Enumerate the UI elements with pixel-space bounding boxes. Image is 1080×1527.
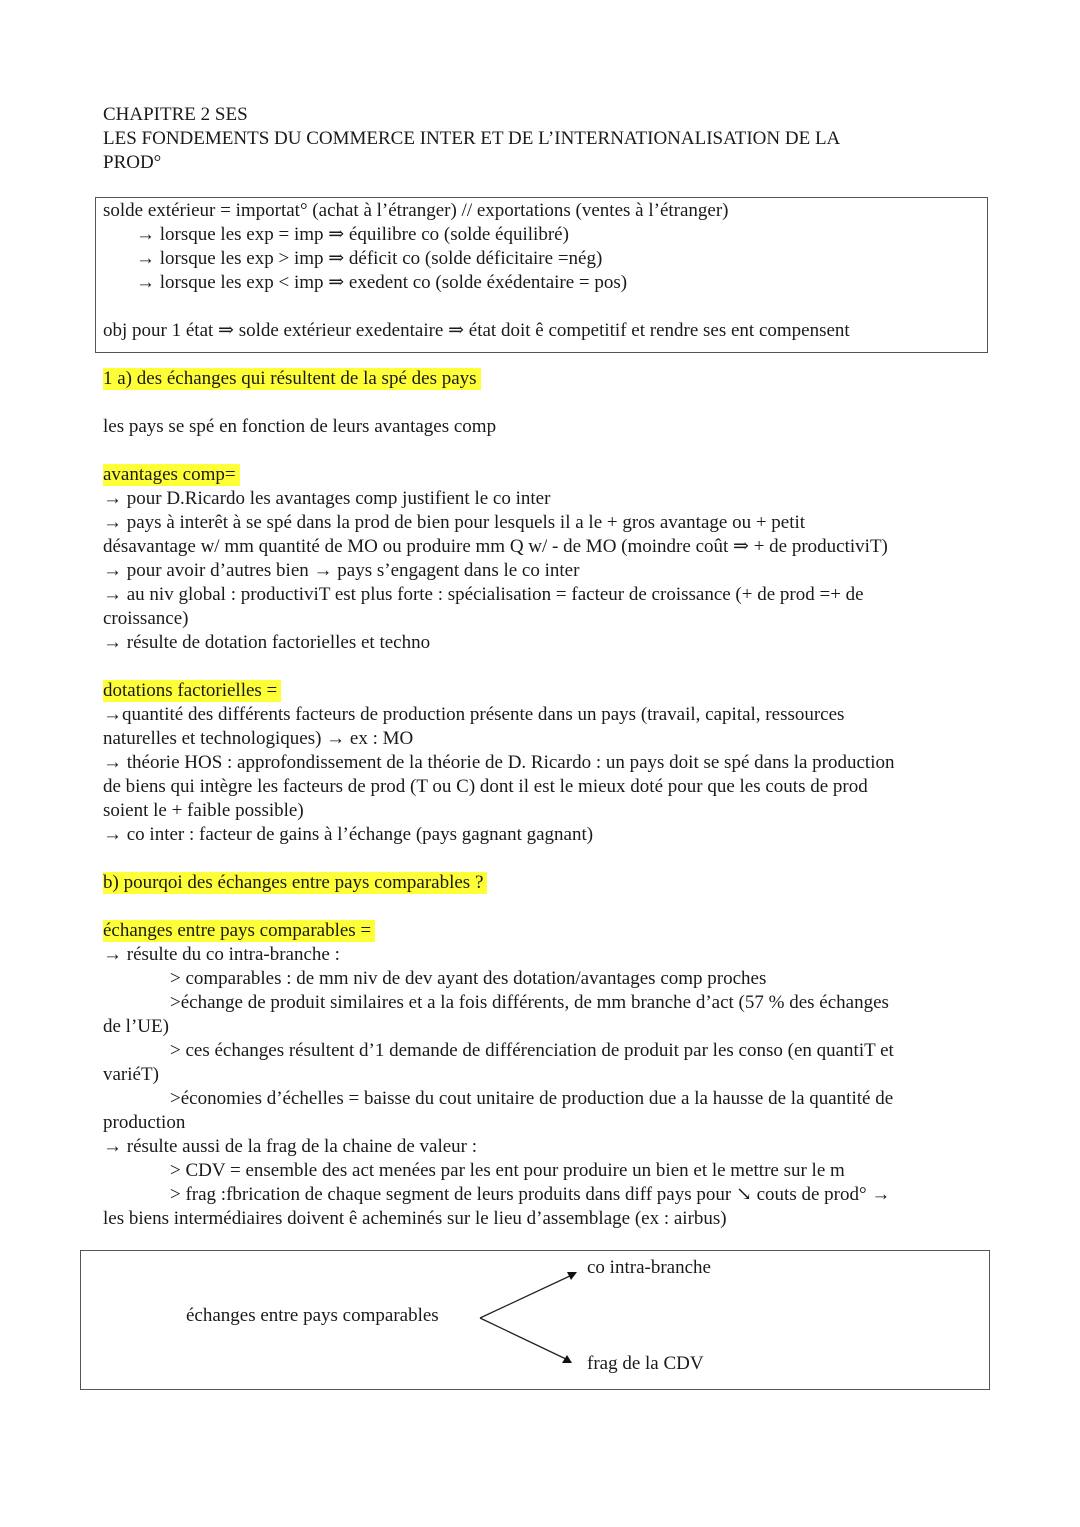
solde-case-equal: → lorsque les exp = imp ⇒ équilibre co (solde équilibré) [136,224,569,245]
arrow-to-top [480,1275,572,1318]
echanges-line: > comparables : de mm niv de dev ayant des dotation/avantages comp proches [170,968,767,989]
section-b-heading: b) pourqoi des échanges entre pays comparables ? [103,871,487,895]
avantages-line: → résulte de dotation factorielles et techno [103,632,431,653]
echanges-line: les biens intermédiaires doivent ê acheminés sur le lieu d’assemblage (ex : airbus) [103,1208,727,1229]
avantages-line: → pour avoir d’autres bien → pays s’engagent dans le co inter [103,560,580,581]
echanges-line: production [103,1112,186,1133]
avantages-line: désavantage w/ mm quantité de MO ou produire mm Q w/ - de MO (moindre coût ⇒ + de productiviT) [103,536,888,557]
echanges-line: → résulte du co intra-branche : [103,944,340,965]
echanges-title: échanges entre pays comparables = [103,919,375,943]
section-a-intro: les pays se spé en fonction de leurs avantages comp [103,416,497,437]
diagram-target-bottom-label: frag de la CDV [587,1353,704,1374]
chapter-title-line1: LES FONDEMENTS DU COMMERCE INTER ET DE L’INTERNATIONALISATION DE LA [103,128,841,149]
dotations-line: naturelles et technologiques) → ex : MO [103,728,414,749]
dotations-title: dotations factorielles = [103,679,281,703]
solde-case-excedent: → lorsque les exp < imp ⇒ exedent co (solde éxédentaire = pos) [136,272,628,293]
avantages-comp-title: avantages comp= [103,463,240,487]
echanges-line: > CDV = ensemble des act menées par les ent pour produire un bien et le mettre sur le m [170,1160,845,1181]
dotations-line: → théorie HOS : approfondissement de la théorie de D. Ricardo : un pays doit se spé dans la production [103,752,895,773]
dotations-line: de biens qui intègre les facteurs de prod (T ou C) dont il est le mieux doté pour que les couts de prod [103,776,868,797]
echanges-line: variéT) [103,1064,159,1085]
solde-definition: solde extérieur = importat° (achat à l’étranger) // exportations (ventes à l’étranger) [103,200,729,221]
dotations-line: soient le + faible possible) [103,800,304,821]
avantages-line: → au niv global : productiviT est plus forte : spécialisation = facteur de croissance (+ de prod =+ de [103,584,864,605]
echanges-line: > ces échanges résultent d’1 demande de différenciation de produit par les conso (en quantiT et [170,1040,894,1061]
diagram-source-label: échanges entre pays comparables [186,1305,439,1326]
section-a-heading: 1 a) des échanges qui résultent de la spé des pays [103,367,481,391]
echanges-line: > frag :fbrication de chaque segment de leurs produits dans diff pays pour ↘ couts de prod° → [170,1184,891,1205]
dotations-line: →quantité des différents facteurs de production présente dans un pays (travail, capital, ressources [103,704,845,725]
echanges-line: >économies d’échelles = baisse du cout unitaire de production due a la hausse de la quantité de [170,1088,894,1109]
echanges-line: de l’UE) [103,1016,169,1037]
echanges-line: >échange de produit similaires et a la fois différents, de mm branche d’act (57 % des échanges [170,992,889,1013]
dotations-line: → co inter : facteur de gains à l’échange (pays gagnant gagnant) [103,824,594,845]
arrow-to-bottom [480,1318,568,1360]
avantages-line: → pays à interêt à se spé dans la prod de bien pour lesquels il a le + gros avantage ou + petit [103,512,806,533]
solde-case-deficit: → lorsque les exp > imp ⇒ déficit co (solde déficitaire =nég) [136,248,603,269]
avantages-line: → pour D.Ricardo les avantages comp justifient le co inter [103,488,551,509]
arrowhead-bottom-icon [562,1355,572,1363]
diagram-target-top-label: co intra-branche [587,1257,711,1278]
solde-objective: obj pour 1 état ⇒ solde extérieur exedentaire ⇒ état doit ê competitif et rendre ses ent compensent [103,320,850,341]
avantages-line: croissance) [103,608,189,629]
echanges-line: → résulte aussi de la frag de la chaine de valeur : [103,1136,478,1157]
chapter-label: CHAPITRE 2 SES [103,104,248,125]
chapter-title-line2: PROD° [103,152,162,173]
